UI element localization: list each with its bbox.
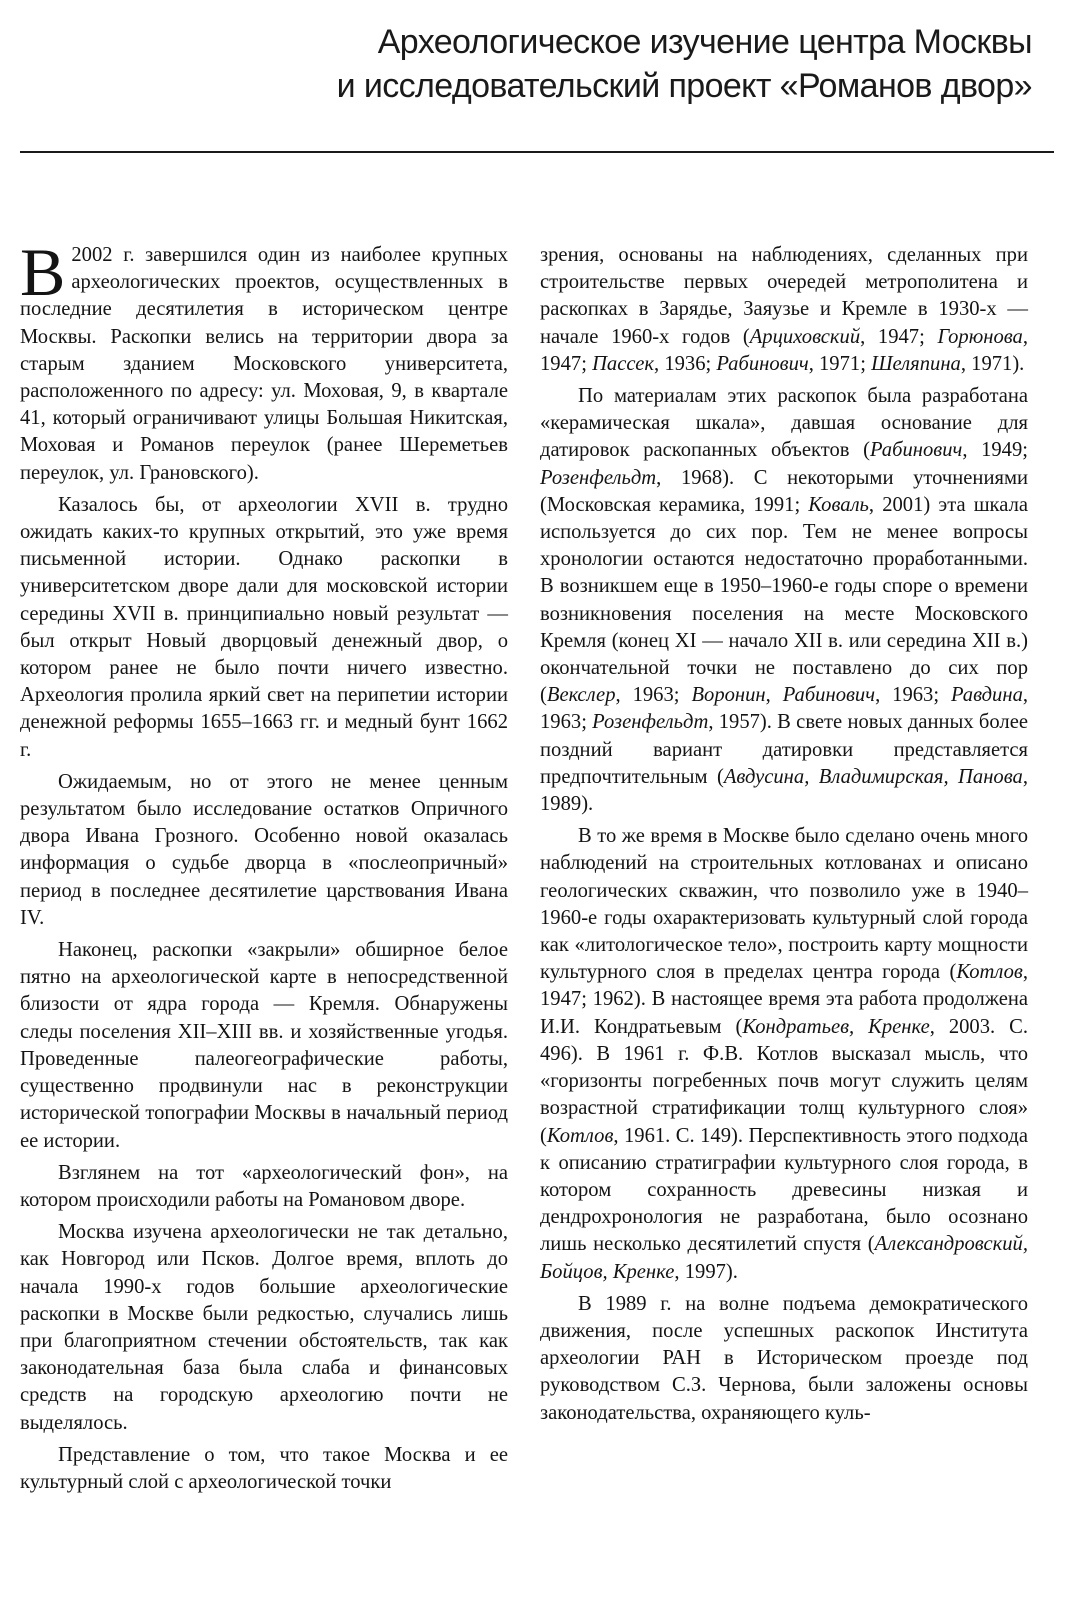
header-rule bbox=[20, 151, 1054, 153]
right-column bbox=[540, 242, 1028, 1432]
text-run: , 1961. С. 149). Перспективность этого подхода к описанию стратиграфии культурного слоя города, в котором сохранность древесины низкая и дендрохронология не разработана, было осознано лишь несколько десятилетий спустя ( bbox=[540, 1124, 1028, 1256]
paragraph: Взглянем на тот «археологический фон», на котором происходили работы на Романовом дворе. bbox=[20, 1161, 508, 1211]
paragraph bbox=[540, 823, 1028, 1285]
citation-author: Коваль bbox=[808, 493, 869, 516]
title-line-1: Археологическое изучение центра Москвы bbox=[377, 23, 1032, 61]
text-run: , 2003. С. 496). В 1961 г. Ф.В. Котлов высказал мысль, что «горизонты погребенных почв могут служить целям возрастной стратификации толщ культурного слоя» ( bbox=[540, 1015, 1028, 1147]
text-run: По материалам этих раскопок была разработана «керамическая шкала», давшая основание для датировок раскопанных объектов ( bbox=[540, 385, 1028, 462]
text-run: , 1936; bbox=[654, 352, 717, 375]
text-run: , 1947; 1962). В настоящее время эта работа продолжена И.И. Кондратьевым ( bbox=[540, 961, 1028, 1038]
citation-author: Авдусина, Владимирская, Панова bbox=[723, 765, 1023, 788]
paragraph bbox=[540, 383, 1028, 818]
citation-author: Пассек bbox=[592, 352, 655, 375]
paragraph: Наконец, раскопки «закрыли» обширное белое пятно на археологической карте в непосредственной близости от ядра города — Кремля. Обнаружены следы поселения XII–XIII вв. и хозяйственные угодья. Проведенные палеогеографические работы, существенно продвинули нас в реконструкции исторической топографии Москвы в начальный период ее истории. bbox=[20, 939, 508, 1152]
paragraph: Ожидаемым, но от этого не менее ценным результатом было исследование остатков Опричного двора Ивана Грозного. Особенно новой оказалась информация о судьбе дворца в «послеопричный» период в последнее десятилетие царствования Ивана IV. bbox=[20, 770, 508, 929]
text-run: , 1949; bbox=[962, 439, 1028, 462]
drop-cap: В bbox=[20, 234, 66, 310]
paragraph bbox=[540, 242, 1028, 378]
citation-author: Арциховский bbox=[749, 325, 861, 348]
citation-author: Котлов bbox=[956, 961, 1023, 984]
text-run: , 1968). С некоторыми уточнениями (Московская керамика, 1991; bbox=[540, 466, 1028, 516]
text-run: В то же время в Москве было сделано очень много наблюдений на строительных котлованах и описано геологических скважин, что позволило уже в 1940–1960-е годы охарактеризовать культурный слой города как «литологическое тело», построить карту мощности культурного слоя в пределах центра города ( bbox=[540, 825, 1028, 984]
page-title bbox=[337, 20, 1032, 108]
citation-author: Рабинович bbox=[716, 352, 809, 375]
citation-author: Кондратьев, Кренке bbox=[742, 1015, 930, 1038]
citation-author: Розенфельдт bbox=[540, 466, 657, 489]
citation-author: Котлов bbox=[546, 1124, 614, 1147]
citation-author: Векслер bbox=[546, 684, 616, 707]
text-run: , 1957). В свете новых данных более поздний вариант датировки представляется предпочтительным ( bbox=[540, 711, 1028, 788]
paragraph: В 1989 г. на волне подъема демократического движения, после успешных раскопок Института археологии РАН в Историческом проезде под руководством С.З. Чернова, были заложены основы законодательства, охраняющего куль- bbox=[540, 1292, 1028, 1424]
text-run: , 1971; bbox=[808, 352, 872, 375]
paragraph bbox=[20, 234, 508, 487]
text-run: , 2001) эта шкала используется до сих пор. Тем не менее вопросы хронологии остаются недостаточно проработанными. В возникшем еще в 1950–1960-е годы споре о времени возникновения поселения на месте Московского Кремля (конец XI — начало XII в. или середина XII в.) окончательной точки не поставлено до сих пор ( bbox=[540, 493, 1028, 707]
text-run: , 1947; bbox=[860, 325, 938, 348]
citation-author: Рабинович bbox=[782, 684, 876, 707]
citation-author: Равдина bbox=[951, 684, 1023, 707]
citation-author: Горюнова bbox=[937, 325, 1023, 348]
text-run: , 1971). bbox=[960, 352, 1025, 375]
left-column bbox=[20, 234, 508, 1501]
paragraph: Представление о том, что такое Москва и ее культурный слой с археологической точки bbox=[20, 1443, 508, 1493]
text-run: , 1997). bbox=[674, 1260, 738, 1283]
paragraph-text: 2002 г. завершился один из наиболее крупных археологических проектов, осуществленных в последние десятилетия в историческом центре Москвы. Раскопки велись на территории двора за старым зданием Московского университета, расположенного по адресу: ул. Моховая, 9, в квартале 41, который ограничивают улицы Большая Никитская, Моховая и Романов переулок (ранее Шереметьев переулок, ул. Грановского). bbox=[20, 244, 508, 484]
citation-author: Рабинович bbox=[870, 439, 963, 462]
citation-author: Шеляпина bbox=[871, 352, 961, 375]
text-run: , bbox=[765, 684, 783, 707]
text-run: , 1963; bbox=[540, 684, 1029, 734]
text-run: , 1989). bbox=[540, 765, 1028, 816]
paragraph: Москва изучена археологически не так детально, как Новгород или Псков. Долгое время, вплоть до начала 1990-х годов большие археологические раскопки в Москве были редкостью, случались лишь при благоприятном стечении обстоятельств, так как законодательная база была слаба и финансовых средств на городскую археологию почти не выделялось. bbox=[20, 1221, 508, 1434]
citation-author: Розенфельдт bbox=[592, 711, 709, 734]
citation-author: Воронин bbox=[691, 684, 766, 707]
paragraph: Казалось бы, от археологии XVII в. трудно ожидать каких-то крупных открытий, это уже время письменной истории. Однако раскопки в университетском дворе дали для московской истории середины XVII в. принципиально новый результат — был открыт Новый дворцовый денежный двор, о котором ранее не было почти ничего известно. Археология пролила яркий свет на перипетии истории денежной реформы 1655–1663 гг. и медный бунт 1662 г. bbox=[20, 493, 508, 761]
text-run: , 1947; bbox=[540, 325, 1028, 375]
citation-author: Александровский, Бойцов, Кренке bbox=[540, 1233, 1028, 1283]
text-run: , 1963; bbox=[875, 684, 951, 707]
text-run: , 1963; bbox=[615, 684, 692, 707]
title-line-2: и исследовательский проект «Романов двор» bbox=[336, 67, 1032, 105]
text-run: зрения, основаны на наблюдениях, сделанных при строительстве первых очередей метрополитена и раскопках в Зарядье, Заяузье и Кремле в 1930-х — начале 1960-х годов ( bbox=[540, 244, 1028, 348]
